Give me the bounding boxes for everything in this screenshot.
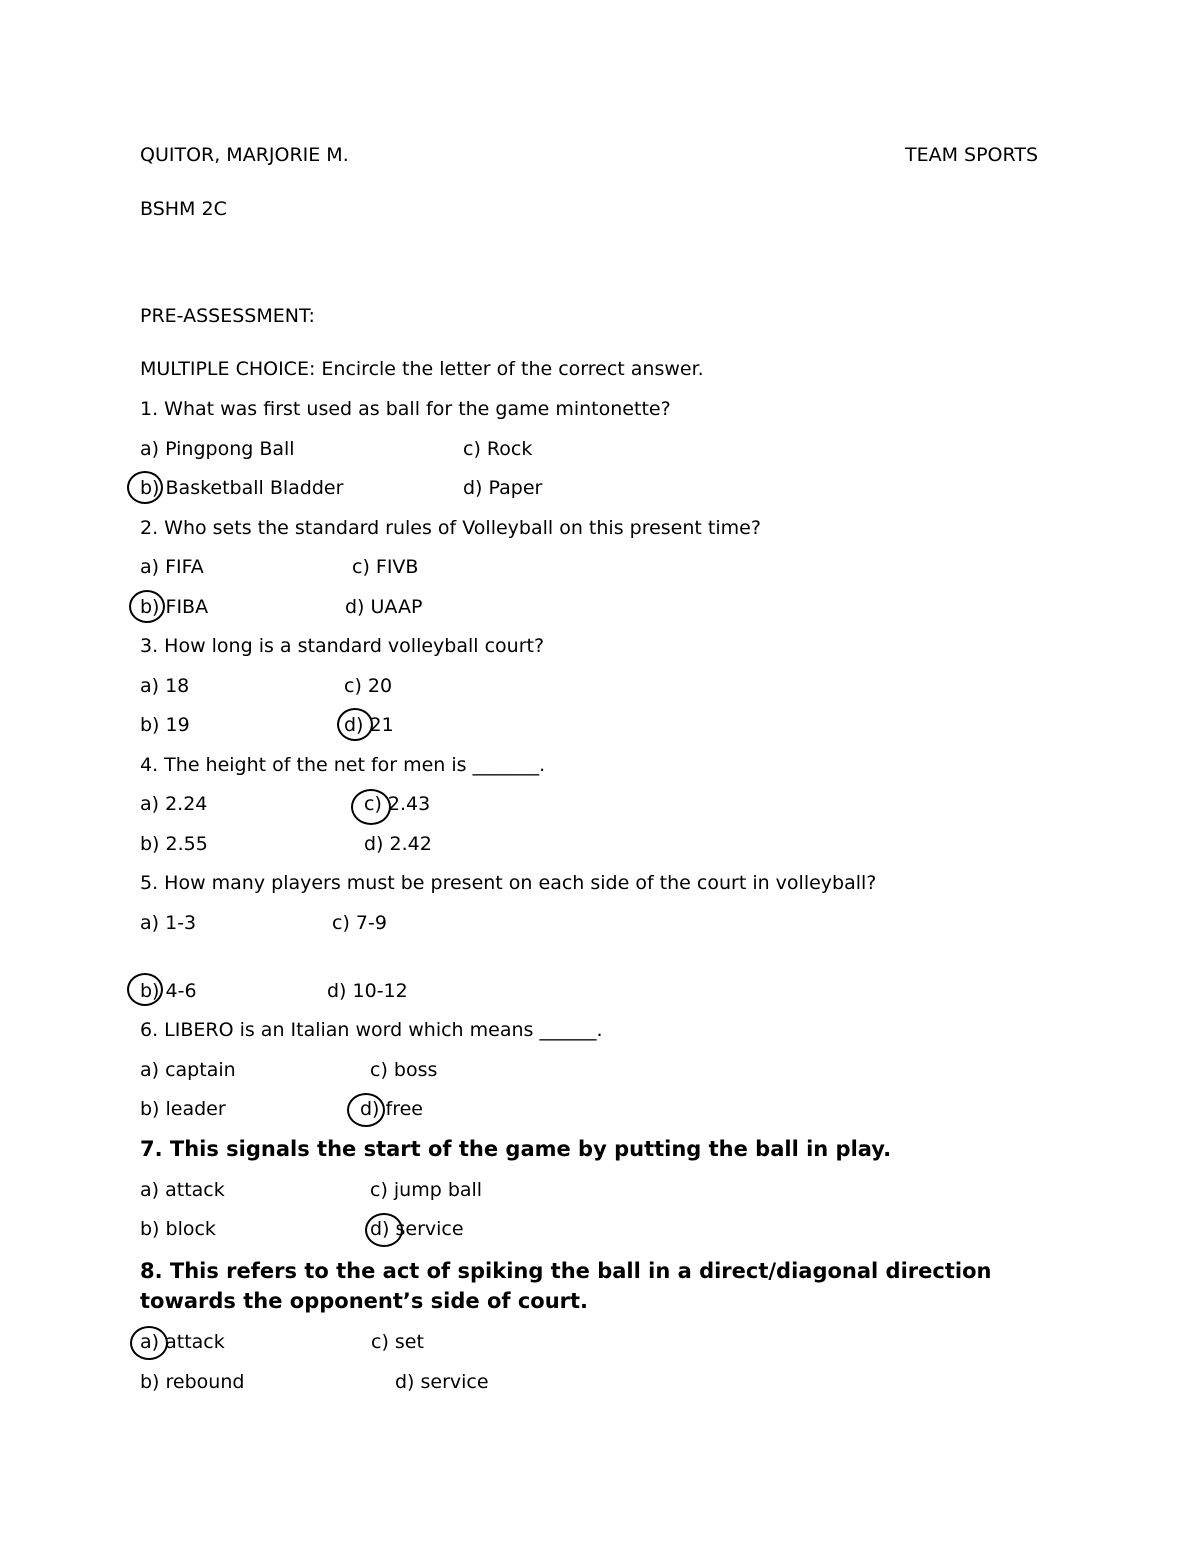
q1-option-a: a) Pingpong Ball: [140, 438, 295, 460]
q8-option-a: a) attack: [140, 1331, 225, 1353]
question-2-text: 2. Who sets the standard rules of Volleyball on this present time?: [140, 517, 761, 539]
question-3-text: 3. How long is a standard volleyball court?: [140, 635, 545, 657]
q1-option-b: b) Basketball Bladder: [140, 477, 344, 499]
q2-option-d: d) UAAP: [345, 596, 423, 618]
q3-option-c: c) 20: [344, 675, 393, 697]
question-7-text: 7. This signals the start of the game by putting the ball in play.: [140, 1137, 892, 1161]
q1-option-c: c) Rock: [463, 438, 533, 460]
question-1-text: 1. What was first used as ball for the game mintonette?: [140, 398, 671, 420]
q6-option-c: c) boss: [370, 1059, 438, 1081]
q2-option-a: a) FIFA: [140, 556, 204, 578]
q5-option-c: c) 7-9: [332, 912, 387, 934]
question-5-text: 5. How many players must be present on each side of the court in volleyball?: [140, 872, 877, 894]
question-8-text: 8. This refers to the act of spiking the ball in a direct/diagonal direction towards the opponent’s side of court.: [140, 1259, 992, 1313]
q6-answer-circle: [347, 1093, 385, 1127]
q5-option-b: b) 4-6: [140, 980, 197, 1002]
q5-option-d: d) 10-12: [327, 980, 408, 1002]
q5-answer-circle: [127, 973, 163, 1006]
section-label: BSHM 2C: [140, 198, 227, 220]
q6-option-a: a) captain: [140, 1059, 236, 1081]
subject-label: TEAM SPORTS: [905, 144, 1038, 166]
q3-answer-circle: [337, 708, 373, 741]
q2-option-b: b) FIBA: [140, 596, 209, 618]
q2-answer-circle: [129, 590, 165, 623]
q7-option-b: b) block: [140, 1218, 216, 1240]
q3-option-b: b) 19: [140, 714, 190, 736]
q7-answer-circle: [365, 1213, 403, 1247]
question-6-text: 6. LIBERO is an Italian word which means ______.: [140, 1019, 603, 1041]
q4-option-a: a) 2.24: [140, 793, 208, 815]
q1-answer-circle: [127, 471, 163, 504]
q5-option-a: a) 1-3: [140, 912, 197, 934]
instruction-text: Encircle the letter of the correct answer.: [315, 358, 704, 380]
student-name: QUITOR, MARJORIE M.: [140, 144, 349, 166]
q3-option-a: a) 18: [140, 675, 190, 697]
instruction-label: MULTIPLE CHOICE:: [140, 358, 316, 380]
q4-option-c: c) 2.43: [364, 793, 431, 815]
q4-answer-circle: [351, 789, 391, 825]
q6-option-b: b) leader: [140, 1098, 226, 1120]
instruction-line: [140, 357, 704, 381]
q3-option-d: d) 21: [344, 714, 394, 736]
q8-option-b: b) rebound: [140, 1371, 245, 1393]
q7-option-a: a) attack: [140, 1179, 225, 1201]
q7-option-d: d) service: [370, 1218, 464, 1240]
q4-option-b: b) 2.55: [140, 833, 208, 855]
q1-option-d: d) Paper: [463, 477, 543, 499]
q4-option-d: d) 2.42: [364, 833, 432, 855]
q8-option-c: c) set: [371, 1331, 424, 1353]
assessment-title: PRE-ASSESSMENT:: [140, 305, 315, 327]
q8-answer-circle: [130, 1326, 168, 1360]
q7-option-c: c) jump ball: [370, 1179, 483, 1201]
question-4-text: 4. The height of the net for men is _______.: [140, 754, 546, 776]
q8-option-d: d) service: [395, 1371, 489, 1393]
q2-option-c: c) FIVB: [352, 556, 419, 578]
q6-option-d: d) free: [360, 1098, 423, 1120]
